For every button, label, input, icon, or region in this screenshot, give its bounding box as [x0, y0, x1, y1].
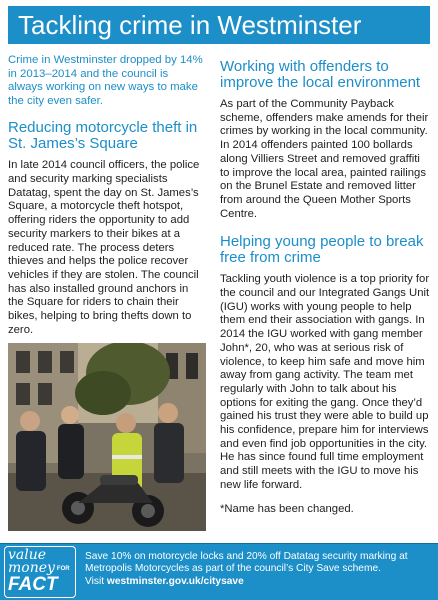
page-title: Tackling crime in Westminster [18, 10, 362, 40]
right-column [220, 54, 432, 516]
logo-money: money [8, 560, 55, 576]
section-title-motorcycle-theft: Reducing motorcycle theft in St. James’s Square [8, 119, 198, 153]
section-body-young-people: Tackling youth violence is a top priority for the council and our Integrated Gangs Unit (IGU) works with young people to help them end their association with gangs. In 2014 the IGU worked with gang member John*, 20, who was at serious risk of violence, to keep him safe and move him away from gang activity. The team met regularly with John to talk about his options for exiting the gang. Once they’d gained his trust they were able to build up his confidence, prepare him for interviews and even find job opportunities in the city. He has since found full time employment and still meets with the IGU to move his new life forward. [220, 273, 430, 491]
section-title-offenders: Working with offenders to improve the local environment [220, 58, 421, 91]
banner-visit-label: Visit [85, 575, 107, 587]
photo-illustration [8, 343, 206, 531]
banner-offer-text: Save 10% on motorcycle locks and 20% off Datatag security marking at Metropolis Motorcycles as part of the council’s City Save scheme. [85, 551, 408, 575]
title-bar [8, 6, 430, 44]
banner-url-link[interactable]: westminster.gov.uk/citysave [106, 575, 244, 587]
value-for-money-banner [0, 543, 438, 600]
intro-text: Crime in Westminster dropped by 14% in 2013–2014 and the council is always working on new ways to make the city even safer. [8, 54, 203, 107]
section-title-young-people: Helping young people to break free from crime [220, 233, 424, 267]
section-body-offenders: As part of the Community Payback scheme, offenders make amends for their crimes by working in the local community. In 2014 offenders painted 100 bollards along Villiers Street and removed graffiti to improve the local area, painted railings on the Brunel Estate and removed litter from around the Queen Mother Sports Centre. [220, 98, 429, 220]
photo-security-marking [8, 343, 206, 531]
value-for-money-fact-logo [4, 546, 76, 598]
footnote: *Name has been changed. [220, 502, 354, 515]
logo-fact: FACT [8, 574, 58, 595]
left-column [8, 54, 206, 338]
logo-for: FOR [56, 565, 70, 572]
banner-text [85, 551, 425, 588]
section-body-motorcycle-theft: In late 2014 council officers, the police and security marking specialists Datatag, spent the day on St. James’s Square, a motorcycle theft hotspot, offering riders the opportunity to add security markers to their bikes at a reduced rate. The process deters thieves and helps the police recover vehicles if they are stolen. The council has also installed ground anchors in the Square for riders to chain their bikes, helping to bring thefts down to zero. [8, 159, 200, 336]
logo-value: value [8, 547, 47, 563]
